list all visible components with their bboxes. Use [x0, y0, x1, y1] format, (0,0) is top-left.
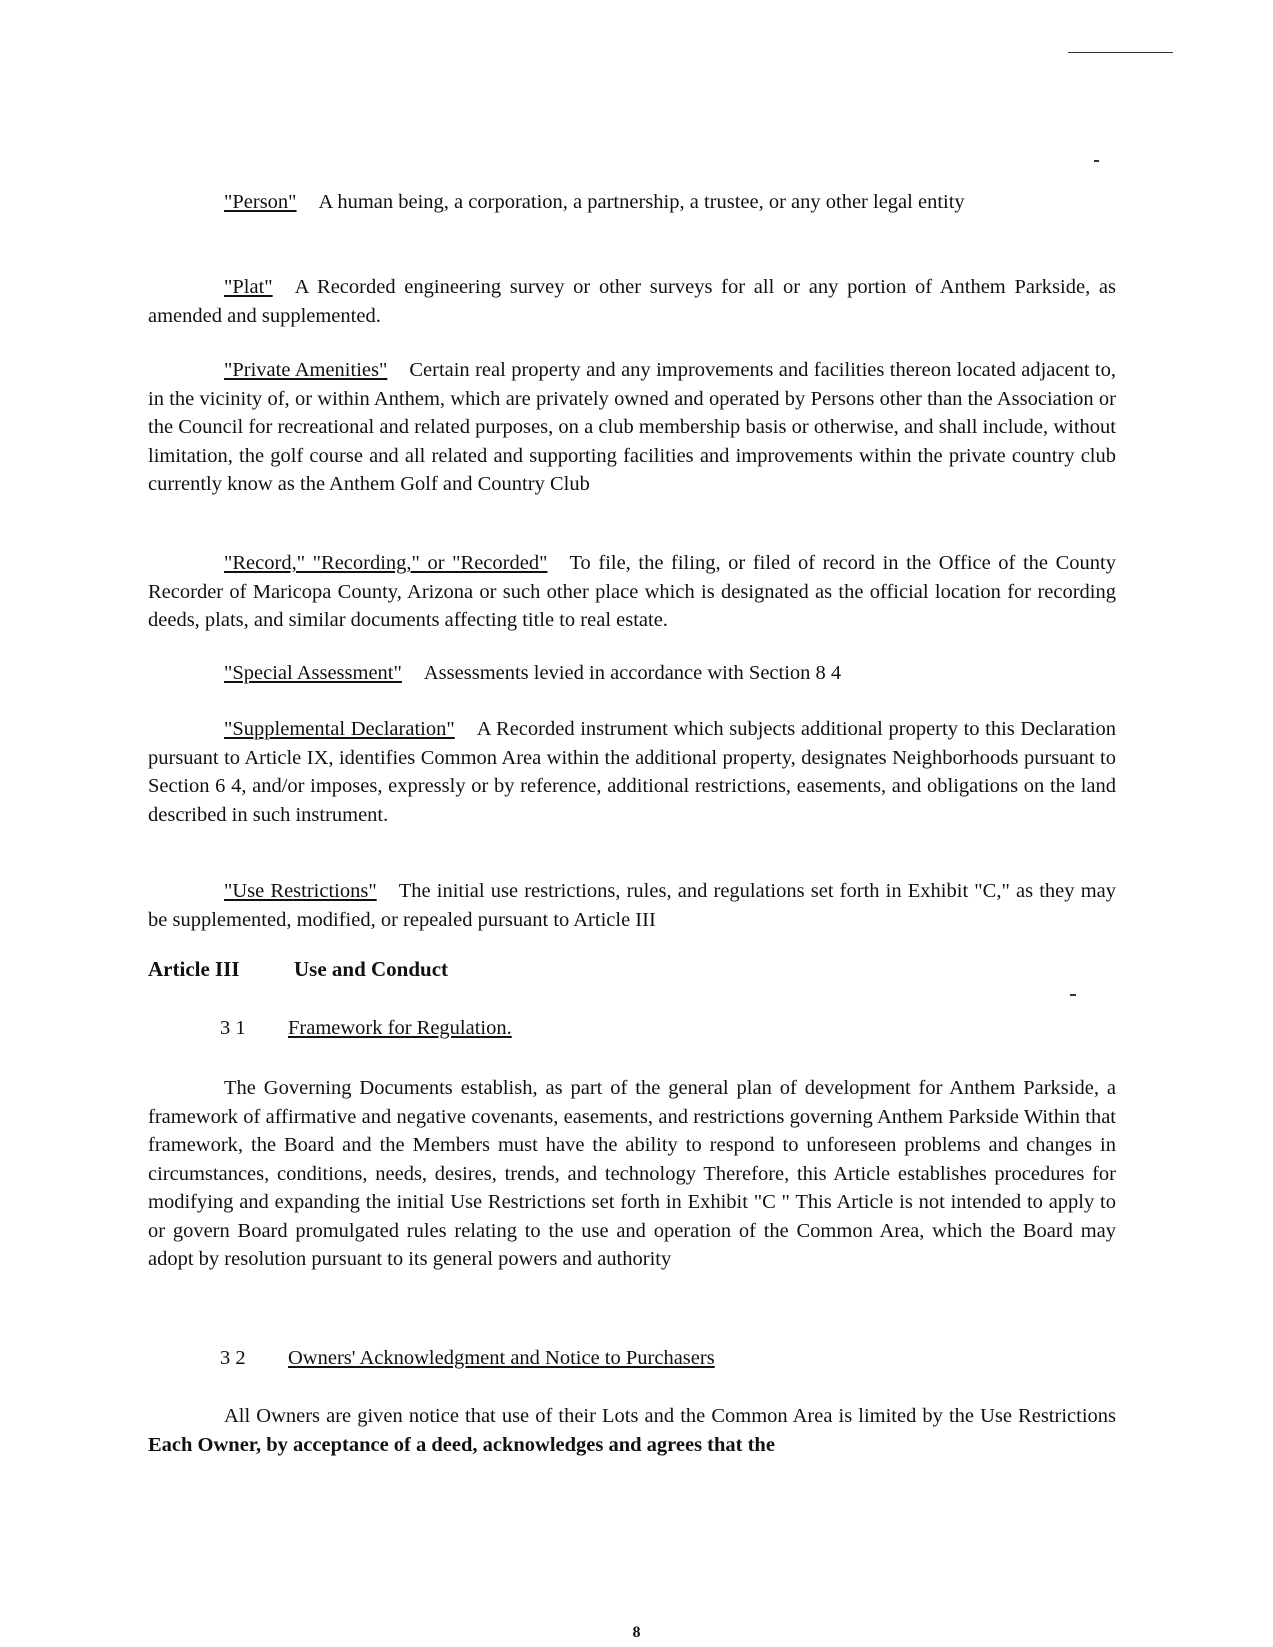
- article-heading: [148, 957, 448, 982]
- section-number: 3 1: [220, 1017, 246, 1039]
- definition-private-amenities: [148, 356, 1116, 499]
- definition-text: A Recorded instrument which subjects additional property to this Declaration pursuant to Article IX, identifies Common Area within the additional property, designates Neighborhoods pursuant to Section 6 4, and/or imposes, expressly or by reference, additional restrictions, easements, and obligations on the land described in such instrument.: [148, 718, 1116, 826]
- definition-record: [148, 549, 1116, 635]
- definition-special-assessment: [148, 659, 1116, 688]
- definition-plat: [148, 273, 1116, 330]
- scan-mark-top: [1068, 52, 1173, 53]
- definition-text: The initial use restrictions, rules, and regulations set forth in Exhibit "C," as they may be supplemented, modified, or repealed pursuant to Article III: [148, 880, 1116, 931]
- scan-mark-small: [1094, 160, 1099, 162]
- article-title: Use and Conduct: [294, 957, 449, 981]
- paragraph-text: The Governing Documents establish, as part of the general plan of development for Anthem Parkside, a framework of affirmative and negative covenants, easements, and restrictions governing Anthem Parkside Within that framework, the Board and the Members must have the ability to respond to unforeseen problems and changes in circumstances, conditions, needs, desires, trends, and technology Therefore, this Article establishes procedures for modifying and expanding the initial Use Restrictions set forth in Exhibit "C " This Article is not intended to apply to or govern Board promulgated rules relating to the use and operation of the Common Area, which the Board may adopt by resolution pursuant to its general powers and authority: [148, 1077, 1116, 1270]
- section-title: Framework for Regulation.: [288, 1017, 512, 1039]
- definition-text: A Recorded engineering survey or other surveys for all or any portion of Anthem Parkside, as amended and supplemented.: [148, 276, 1116, 327]
- section-title: Owners' Acknowledgment and Notice to Purchasers: [288, 1347, 715, 1369]
- scan-mark-small: [1070, 994, 1076, 996]
- term: "Use Restrictions": [224, 880, 377, 902]
- definition-text: To file, the filing, or filed of record in the Office of the County Recorder of Maricopa County, Arizona or such other place which is designated as the official location for recording deeds, plats, and similar documents affecting title to real estate.: [148, 552, 1116, 631]
- paragraph-3-2: [148, 1402, 1116, 1459]
- term: "Record," "Recording," or "Recorded": [224, 552, 548, 574]
- section-heading-3-1: [220, 1017, 512, 1040]
- definition-text: Assessments levied in accordance with Section 8 4: [423, 662, 842, 684]
- section-number: 3 2: [220, 1347, 246, 1369]
- definition-supplemental-declaration: [148, 715, 1116, 829]
- term: "Private Amenities": [224, 359, 388, 381]
- term: "Special Assessment": [224, 662, 402, 684]
- paragraph-text: All Owners are given notice that use of their Lots and the Common Area is limited by the Use Restrictions: [224, 1405, 1116, 1427]
- section-heading-3-2: [220, 1347, 715, 1370]
- paragraph-bold-text: Each Owner, by acceptance of a deed, acknowledges and agrees that the: [148, 1433, 775, 1456]
- definition-use-restrictions: [148, 877, 1116, 934]
- article-label: Article III: [148, 957, 240, 981]
- definition-text: A human being, a corporation, a partnership, a trustee, or any other legal entity: [318, 191, 965, 213]
- term: "Supplemental Declaration": [224, 718, 455, 740]
- page-number: 8: [632, 1624, 641, 1641]
- paragraph-3-1: [148, 1074, 1116, 1274]
- term: "Plat": [224, 276, 273, 298]
- definition-text: Certain real property and any improvements and facilities thereon located adjacent to, in the vicinity of, or within Anthem, which are privately owned and operated by Persons other than the Association or the Council for recreational and related purposes, on a club membership basis or otherwise, and shall include, without limitation, the golf course and all related and supporting facilities and improvements within the private country club currently know as the Anthem Golf and Country Club: [148, 359, 1116, 495]
- term: "Person": [224, 191, 297, 213]
- definition-person: [148, 188, 1116, 217]
